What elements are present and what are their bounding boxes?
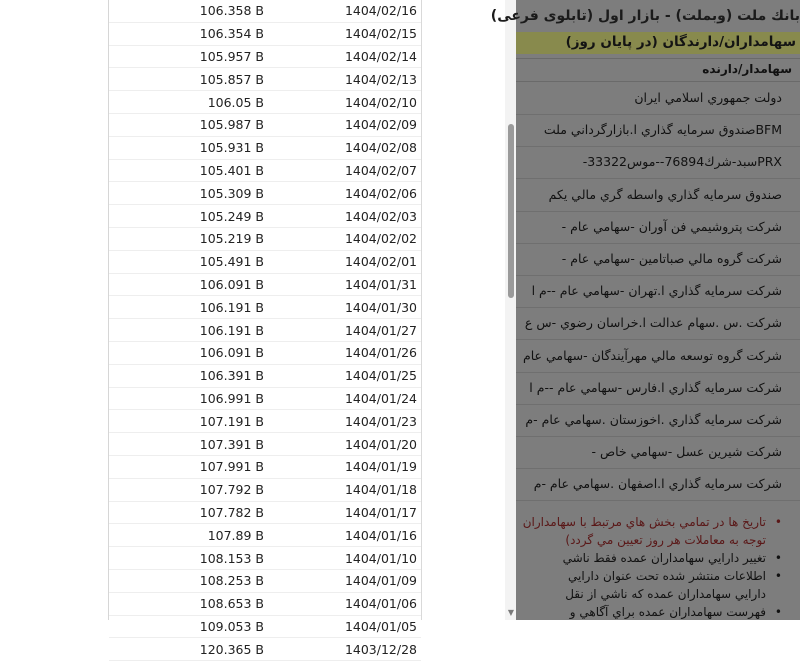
holder-row	[516, 372, 800, 405]
history-date: 1404/01/27	[344, 322, 417, 338]
note-item	[516, 551, 800, 569]
history-value: 105.309 B	[199, 185, 264, 201]
history-row	[109, 251, 421, 274]
history-date: 1404/02/15	[344, 26, 417, 42]
history-value: 108.653 B	[199, 596, 264, 612]
history-value: 108.153 B	[199, 550, 264, 566]
history-row	[109, 388, 421, 411]
holder-row	[516, 307, 800, 340]
note-item	[516, 533, 800, 551]
history-date: 1404/02/13	[344, 71, 417, 87]
holder-name: شركت شيرين عسل -سهامي خاص -	[591, 444, 782, 460]
holder-name: دولت جمهوري اسلامي ايران	[634, 90, 782, 105]
history-value: 105.401 B	[199, 162, 264, 178]
history-value: 106.358 B	[199, 3, 264, 19]
page-title: بانك ملت (وبملت) - بازار اول (تابلوی فرعی)	[490, 8, 800, 24]
history-date: 1404/01/19	[344, 459, 417, 475]
history-date: 1404/01/16	[344, 527, 417, 543]
history-row	[109, 274, 421, 297]
holder-row	[516, 340, 800, 373]
history-value: 107.191 B	[199, 413, 264, 429]
history-value: 105.857 B	[199, 71, 264, 87]
background-page	[490, 0, 800, 620]
history-row	[109, 46, 421, 69]
history-date: 1404/02/06	[344, 185, 417, 201]
holder-name: PRXسبد-شرك76894--موس33322-	[582, 154, 782, 170]
holder-name: شركت پتروشيمي فن آوران -سهامي عام -	[561, 218, 782, 234]
history-row	[109, 160, 421, 183]
holder-name: شركت سرمايه گذاري ا.تهران -سهامي عام --م ا	[531, 283, 782, 299]
history-value: 107.391 B	[199, 436, 264, 452]
history-row	[109, 410, 421, 433]
history-value: 106.091 B	[199, 276, 264, 292]
holder-row	[516, 114, 800, 147]
holder-row	[516, 436, 800, 469]
history-row	[109, 593, 421, 616]
history-date: 1404/01/18	[344, 482, 417, 498]
bullet-icon: •	[774, 515, 782, 529]
history-row	[109, 0, 421, 23]
history-row	[109, 570, 421, 593]
history-date: 1404/02/02	[344, 231, 417, 247]
history-row	[109, 114, 421, 137]
notes-list	[516, 515, 800, 623]
holder-name: شركت گروه توسعه مالي مهرآيندگان -سهامي عام	[523, 347, 782, 363]
history-value: 105.491 B	[199, 254, 264, 270]
bullet-icon: •	[774, 551, 782, 565]
history-value: 105.219 B	[199, 231, 264, 247]
holder-name: شركت سرمايه گذاري .اخوزستان .سهامي عام -م	[525, 412, 782, 427]
history-row	[109, 433, 421, 456]
history-value: 106.05 B	[207, 94, 264, 110]
history-value: 107.991 B	[199, 459, 264, 475]
holder-row	[516, 468, 800, 501]
history-date: 1404/01/23	[344, 413, 417, 429]
history-row	[109, 205, 421, 228]
holder-name: شركت گروه مالي صباتامين -سهامي عام -	[561, 251, 782, 266]
holder-row	[516, 275, 800, 308]
history-row	[109, 547, 421, 570]
holder-name: BFMصندوق سرمايه گذاري ا.بازارگرداني ملت	[543, 122, 782, 138]
holders-table-header	[516, 58, 800, 82]
history-value: 106.191 B	[199, 322, 264, 338]
history-value: 107.89 B	[207, 527, 264, 543]
history-row	[109, 342, 421, 365]
history-date: 1404/02/08	[344, 140, 417, 156]
note-text: اطلاعات منتشر شده تحت عنوان دارايي	[567, 569, 766, 583]
history-popup	[108, 0, 516, 657]
note-text: تغيير دارايي سهامداران عمده فقط ناشي	[562, 551, 766, 565]
note-item	[516, 587, 800, 605]
history-row	[109, 502, 421, 525]
history-date: 1404/02/09	[344, 117, 417, 133]
holder-column-header: سهامدار/دارنده	[702, 62, 792, 76]
note-item	[516, 605, 800, 623]
panel-divider	[421, 0, 422, 620]
history-value: 120.365 B	[199, 641, 264, 657]
holder-name: صندوق سرمايه گذاري واسطه گري مالي يكم	[548, 186, 782, 202]
note-item	[516, 569, 800, 587]
holder-row	[516, 404, 800, 437]
history-date: 1403/12/28	[344, 641, 417, 657]
holder-row	[516, 243, 800, 276]
history-row	[109, 638, 421, 661]
history-value: 105.249 B	[199, 208, 264, 224]
history-row	[109, 182, 421, 205]
bullet-icon: •	[774, 605, 782, 619]
history-value: 106.991 B	[199, 390, 264, 406]
history-row	[109, 91, 421, 114]
note-text: فهرست سهامداران عمده براي آگاهي و	[569, 605, 766, 619]
history-value: 109.053 B	[199, 618, 264, 634]
history-row	[109, 524, 421, 547]
holder-row	[516, 179, 800, 212]
history-value: 106.191 B	[199, 299, 264, 315]
holder-row	[516, 211, 800, 244]
bullet-icon: •	[774, 569, 782, 583]
holder-row	[516, 146, 800, 179]
holder-name: شركت .س .سهام عدالت ا.خراسان رضوي -س ع	[524, 315, 782, 331]
history-value: 108.253 B	[199, 573, 264, 589]
history-row	[109, 137, 421, 160]
history-date: 1404/01/26	[344, 345, 417, 361]
history-value: 105.987 B	[199, 117, 264, 133]
history-date: 1404/01/06	[344, 596, 417, 612]
section-subtitle: سهامداران/دارندگان (در پايان روز)	[565, 34, 796, 50]
history-row	[109, 228, 421, 251]
history-value: 106.091 B	[199, 345, 264, 361]
history-value: 105.957 B	[199, 48, 264, 64]
note-item	[516, 515, 800, 533]
history-row	[109, 319, 421, 342]
history-date: 1404/01/09	[344, 573, 417, 589]
history-value: 107.792 B	[199, 482, 264, 498]
left-blank-area	[0, 0, 108, 620]
note-text: تاريخ ها در تمامي بخش هاي مرتبط با سهامداران	[522, 515, 766, 529]
history-date: 1404/02/16	[344, 3, 417, 19]
history-date: 1404/01/31	[344, 276, 417, 292]
history-row	[109, 616, 421, 639]
history-date: 1404/02/14	[344, 48, 417, 64]
history-list	[109, 0, 421, 661]
history-value: 106.391 B	[199, 368, 264, 384]
history-value: 105.931 B	[199, 140, 264, 156]
history-row	[109, 456, 421, 479]
note-text: دارايي سهامداران عمده كه ناشي از نقل	[565, 587, 766, 601]
history-row	[109, 68, 421, 91]
history-date: 1404/02/10	[344, 94, 417, 110]
history-row	[109, 365, 421, 388]
history-date: 1404/02/03	[344, 208, 417, 224]
history-date: 1404/02/07	[344, 162, 417, 178]
holder-row	[516, 82, 800, 115]
history-date: 1404/01/20	[344, 436, 417, 452]
history-value: 106.354 B	[199, 26, 264, 42]
history-date: 1404/01/05	[344, 618, 417, 634]
note-text: توجه به معاملات هر روز تعيين مي گردد)	[565, 533, 766, 547]
scroll-down-icon[interactable]: ▼	[507, 608, 515, 617]
holders-table	[516, 58, 800, 502]
history-date: 1404/01/25	[344, 368, 417, 384]
history-row	[109, 479, 421, 502]
holder-name: شركت سرمايه گذاري ا.فارس -سهامي عام --م ا	[529, 379, 782, 395]
scrollbar-thumb[interactable]	[508, 124, 514, 298]
history-date: 1404/01/24	[344, 390, 417, 406]
history-row	[109, 296, 421, 319]
history-value: 107.782 B	[199, 504, 264, 520]
holder-name: شركت سرمايه گذاري ا.اصفهان .سهامي عام -م	[533, 476, 782, 492]
history-row	[109, 23, 421, 46]
history-date: 1404/01/17	[344, 504, 417, 520]
history-date: 1404/01/10	[344, 550, 417, 566]
history-date: 1404/01/30	[344, 299, 417, 315]
history-date: 1404/02/01	[344, 254, 417, 270]
